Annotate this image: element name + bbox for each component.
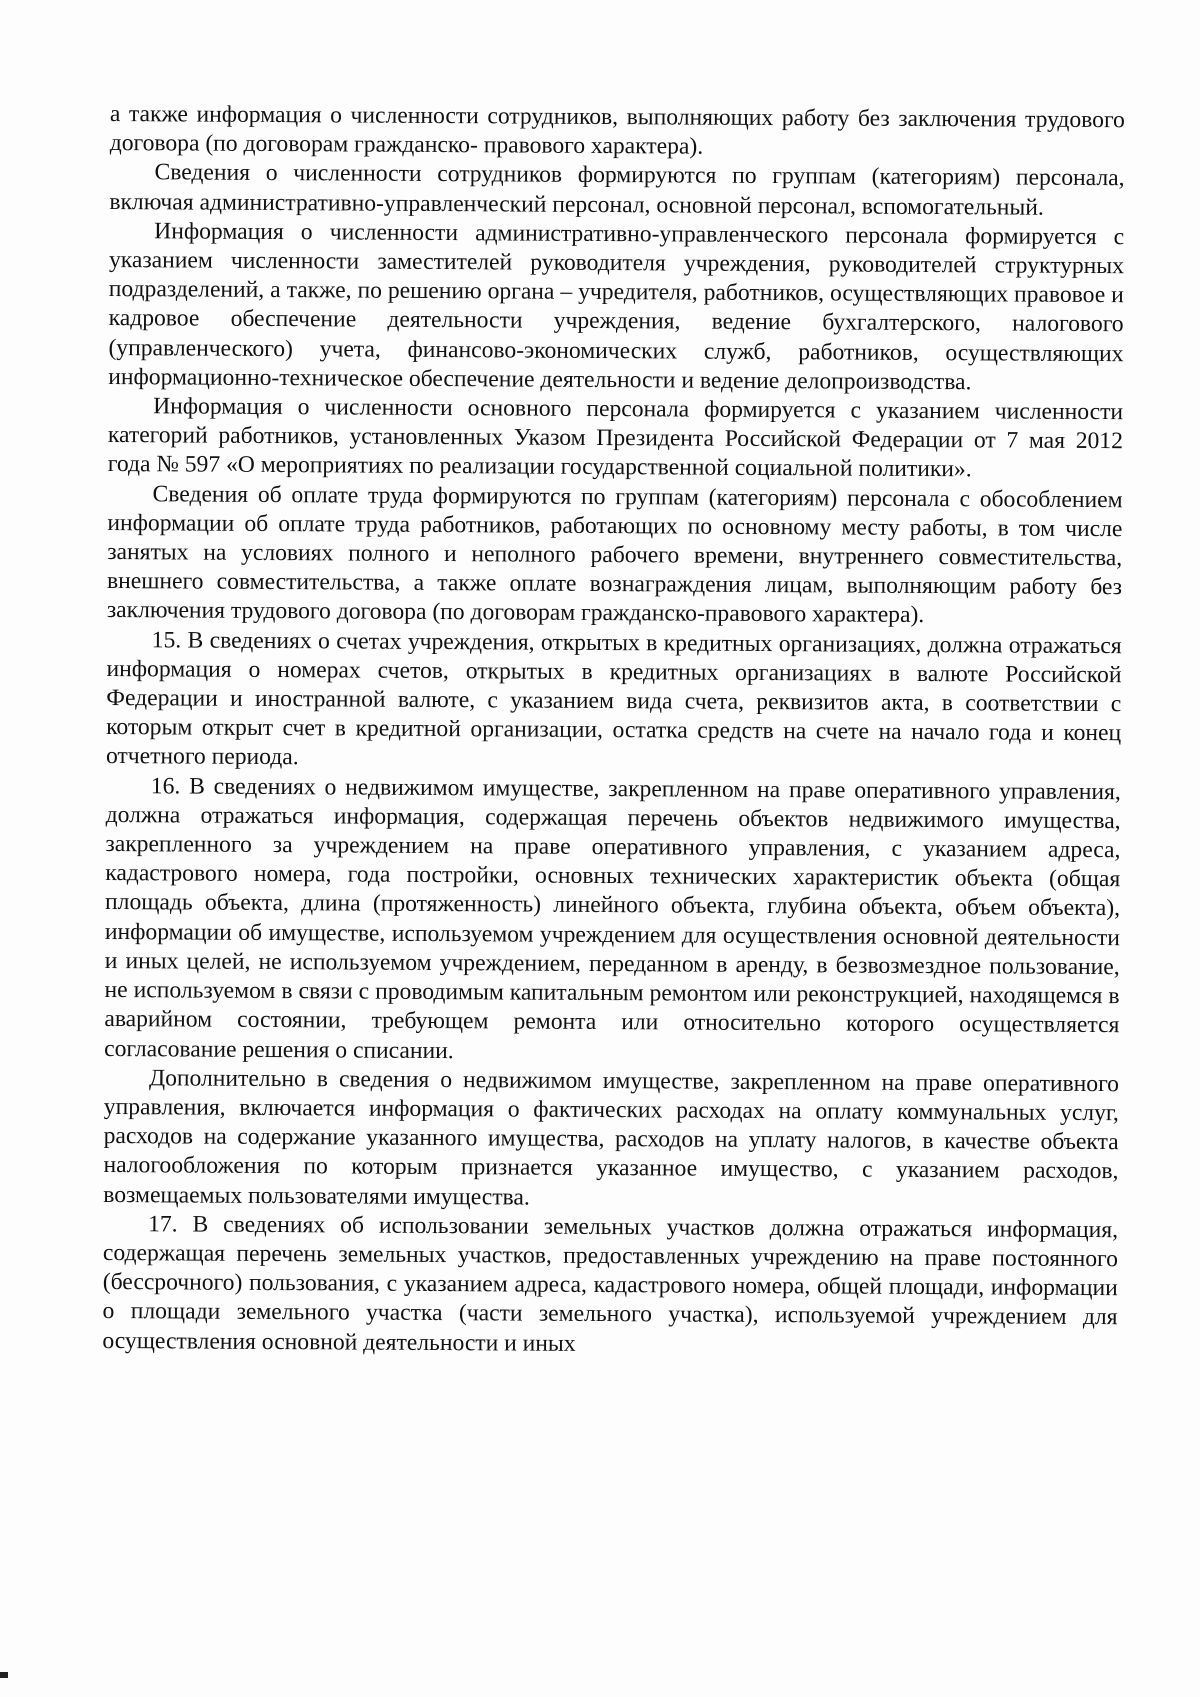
paragraph-item-17: 17. В сведениях об использовании земельных участков должна отражаться информация, содержащая перечень земельных участков, предоставленных учреждению на праве постоянного (бессрочного) пользования, с указанием адреса, кадастрового номера, общей площади, информации о площади земельного участка (части земельного участка), используемой учреждением для осуществления основной деятельности и иных <box>102 1210 1119 1357</box>
paragraph-continuation: а также информация о численности сотрудников, выполняющих работу без заключения трудового договора (по договорам гражданско- правового характера). <box>109 100 1125 160</box>
paragraph-salary: Сведения об оплате труда формируются по группам (категориям) персонала с обособлением информации об оплате труда работников, работающих по основному месту работы, в том числе занятых на условиях полного и неполного рабочего времени, внутреннего совместительства, внешнего совместительства, а также оплате вознаграждения лицам, выполняющим работу без заключения трудового договора (по договорам гражданско-правового характера). <box>106 480 1123 629</box>
paragraph-main-staff: Информация о численности основного персонала формируется с указанием численности категорий работников, установленных Указом Президента Российской Федерации от 7 мая 2012 года № 597 «О мероприятиях по реализации государственной социальной политики». <box>107 393 1124 483</box>
paragraph-additional: Дополнительно в сведения о недвижимом имуществе, закрепленном на праве оперативного управления, включается информация о фактических расходах на оплату коммунальных услуг, расходов на содержание указанного имущества, расходов на уплату налогов, в качестве объекта налогообложения по которым признается указанное имущество, с указанием расходов, возмещаемых пользователями имущества. <box>103 1064 1120 1211</box>
document-body <box>102 100 1125 1362</box>
paragraph-item-16: 16. В сведениях о недвижимом имуществе, закрепленном на праве оперативного управления, должна отражаться информация, содержащая перечень объектов недвижимого имущества, закрепленного за учреждением на праве оперативного управления, с указанием адреса, кадастрового номера, года постройки, основных технических характеристик объекта (общая площадь объекта, длина (протяженность) линейного объекта, глубина объекта, объем объекта), информации об имуществе, используемом учреждением для осуществления основной деятельности и иных целей, не используемом учреждением, переданном в аренду, в безвозмездное пользование, не используемом в связи с проводимым капитальным ремонтом или реконструкцией, находящемся в аварийном состоянии, требующем ремонта или относительно которого осуществляется согласование решения о списании. <box>104 772 1121 1064</box>
paragraph-item-15: 15. В сведениях о счетах учреждения, открытых в кредитных организациях, должна отражаться информация о номерах счетов, открытых в кредитных организациях в валюте Российской Федерации и иностранной валюте, с указанием вида счета, реквизитов акта, в соответствии с которым открыт счет в кредитной организации, остатка средств на счете на начало года и конец отчетного периода. <box>105 626 1122 771</box>
paragraph-admin-staff: Информация о численности административно-управленческого персонала формируется с указанием численности заместителей руководителя учреждения, руководителей структурных подразделений, а также, по решению органа – учредителя, работников, осуществляющих правовое и кадровое обеспечение деятельности учреждения, ведение бухгалтерского, налогового (управленческого) учета, финансово-экономических служб, работников, осуществляющих информационно-техническое обеспечение деятельности и ведение делопроизводства. <box>108 218 1125 396</box>
paragraph-staff-groups: Сведения о численности сотрудников формируются по группам (категориям) персонала, включая административно-управленческий персонал, основной персонал, вспомогательный. <box>109 159 1125 221</box>
scan-edge-mark <box>0 1672 8 1678</box>
